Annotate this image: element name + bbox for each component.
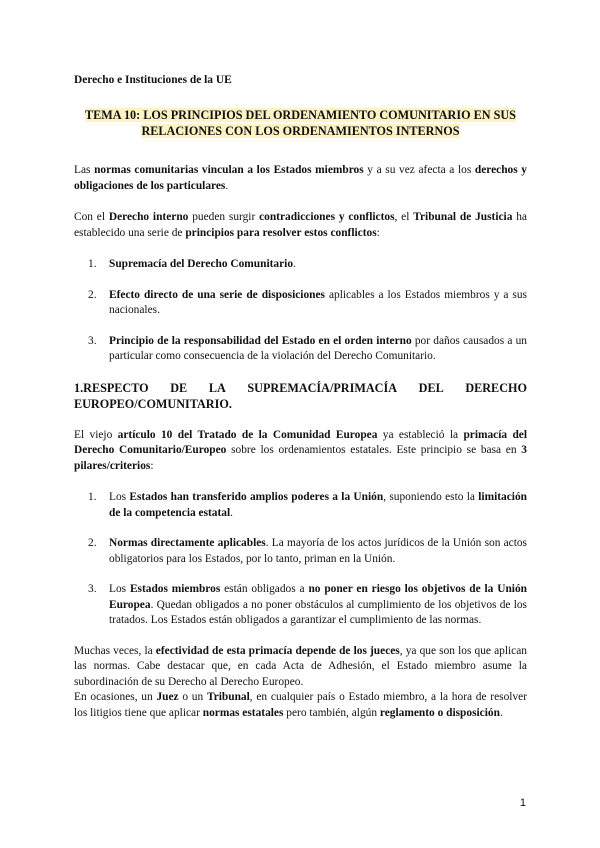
bold-text: derechos y obligaciones de los particulares — [74, 164, 528, 192]
bold-text: Tribunal — [206, 691, 250, 703]
section-1-paragraph-2 — [74, 644, 527, 691]
text-run: pero también, algún — [283, 706, 380, 719]
text-run: , suponiendo esto la — [383, 491, 479, 503]
section-1-paragraph-1 — [74, 428, 527, 475]
bold-text: 3 pilares/criterios — [74, 444, 527, 472]
topic-title-line-1: TEMA 10: LOS PRINCIPIOS DEL ORDENAMIENTO COMUNITARIO EN SUS — [85, 108, 516, 122]
text-run: . — [230, 506, 234, 519]
bold-text: normas comunitarias vinculan a los Estados miembros — [94, 164, 364, 176]
text-run: . Quedan obligados a no poner obstáculos al cumplimiento de los objetivos de los tratados. Los Estados están obligados a garantizar el cumplimiento de las normas. — [109, 598, 527, 626]
text-run: . — [293, 258, 296, 270]
bold-text: Estados miembros — [129, 583, 221, 595]
bold-text: Tribunal de Justicia — [413, 211, 513, 223]
list-item — [74, 257, 527, 273]
bold-text: efectividad de esta primacía depende de los jueces — [155, 644, 400, 657]
bold-text: Supremacía del Derecho Comunitario — [109, 258, 294, 270]
text-run: , en cualquier país o Estado miembro, a la hora de resolver los litigios tiene que aplicar — [74, 691, 527, 719]
text-run: El viejo — [74, 428, 118, 441]
list-item — [74, 582, 527, 629]
text-run: : — [376, 226, 380, 239]
bold-text: principios para resolver estos conflictos — [185, 226, 377, 239]
text-run: y a su vez afecta a los — [363, 164, 475, 176]
list-item — [74, 490, 527, 521]
text-run: o un — [178, 691, 207, 703]
text-run: Los — [109, 583, 130, 595]
bold-text: Derecho interno — [108, 211, 189, 223]
title-word: 1.RESPECTO — [74, 380, 149, 395]
text-run: ha establecido una serie de — [74, 211, 527, 239]
section-1-paragraph-3 — [74, 690, 527, 721]
text-run: , ya que son los que aplican las normas. Cabe destacar que, en cada Acta de Adhesión, el Estado miembro asume la subordinación de su Derecho al Derecho Europeo. — [74, 644, 527, 688]
text-run: : — [150, 459, 154, 472]
text-run: Con el — [74, 211, 109, 223]
list-item-number: 2. — [88, 537, 97, 549]
text-run: ya estableció la — [377, 428, 464, 441]
page-number: 1 — [519, 797, 526, 809]
text-run: por daños causados a un particular como consecuencia de la violación del Derecho Comunitario. — [109, 334, 527, 362]
text-run: . La mayoría de los actos jurídicos de la Unión son actos obligatorios para los Estados, por lo tanto, priman en la Unión. — [109, 537, 527, 565]
topic-title-line-2: RELACIONES CON LOS ORDENAMIENTOS INTERNOS — [141, 124, 460, 138]
intro-paragraph-1 — [74, 163, 527, 194]
text-run: En ocasiones, un — [74, 691, 157, 703]
title-word: LA — [208, 380, 226, 395]
section-1-title-line-1 — [74, 380, 527, 396]
text-run: pueden surgir — [188, 211, 260, 223]
title-word: SUPREMACÍA/PRIMACÍA — [247, 380, 398, 395]
intro-principles-list — [74, 257, 527, 365]
bold-text: Efecto directo de una serie de disposiciones — [109, 288, 325, 301]
text-run: Muchas veces, la — [74, 644, 156, 657]
text-run: Las — [74, 164, 95, 176]
bold-text: Estados han transferido amplios poderes a la Unión — [129, 491, 384, 503]
bold-text: primacía del Derecho Comunitario/Europeo — [74, 428, 528, 456]
bold-text: Principio de la responsabilidad del Estado en el orden interno — [109, 334, 412, 347]
bold-text: contradicciones y conflictos — [259, 211, 395, 223]
text-run: aplicables a los Estados miembros y a sus nacionales. — [109, 288, 527, 316]
course-title: Derecho e Instituciones de la UE — [74, 74, 232, 86]
bold-text: Juez — [156, 691, 179, 703]
list-item-number: 3. — [88, 583, 97, 595]
intro-paragraph-2 — [74, 210, 527, 241]
list-item-number: 1. — [88, 491, 97, 503]
topic-title — [74, 107, 527, 139]
title-word: DEL — [418, 380, 444, 395]
title-word: DERECHO — [465, 380, 527, 395]
list-item-number: 3. — [88, 334, 97, 347]
list-item — [74, 536, 527, 567]
text-run: están obligados a — [220, 583, 309, 595]
text-run: . — [225, 179, 229, 192]
text-run: Los — [109, 491, 130, 503]
bold-text: reglamento o disposición — [379, 706, 500, 719]
bold-text: limitación de la competencia estatal — [109, 491, 527, 519]
bold-text: no poner en riesgo los objetivos de la Unión Europea — [109, 583, 527, 611]
bold-text: Normas directamente aplicables — [109, 537, 266, 549]
section-1-pillars-list — [74, 490, 527, 629]
document-page — [74, 74, 527, 721]
section-1-title-line-2: EUROPEO/COMUNITARIO. — [74, 396, 232, 411]
bold-text: normas estatales — [202, 706, 284, 719]
text-run: . — [499, 706, 503, 719]
list-item — [74, 334, 527, 365]
title-word: DE — [170, 380, 188, 395]
text-run: , el — [394, 211, 414, 223]
list-item-number: 1. — [88, 258, 97, 270]
text-run: sobre los ordenamientos estatales. Este principio se basa en — [226, 444, 522, 456]
list-item — [74, 288, 527, 319]
section-1-title — [74, 380, 527, 412]
list-item-number: 2. — [88, 288, 97, 301]
bold-text: artículo 10 del Tratado de la Comunidad Europea — [117, 428, 378, 441]
